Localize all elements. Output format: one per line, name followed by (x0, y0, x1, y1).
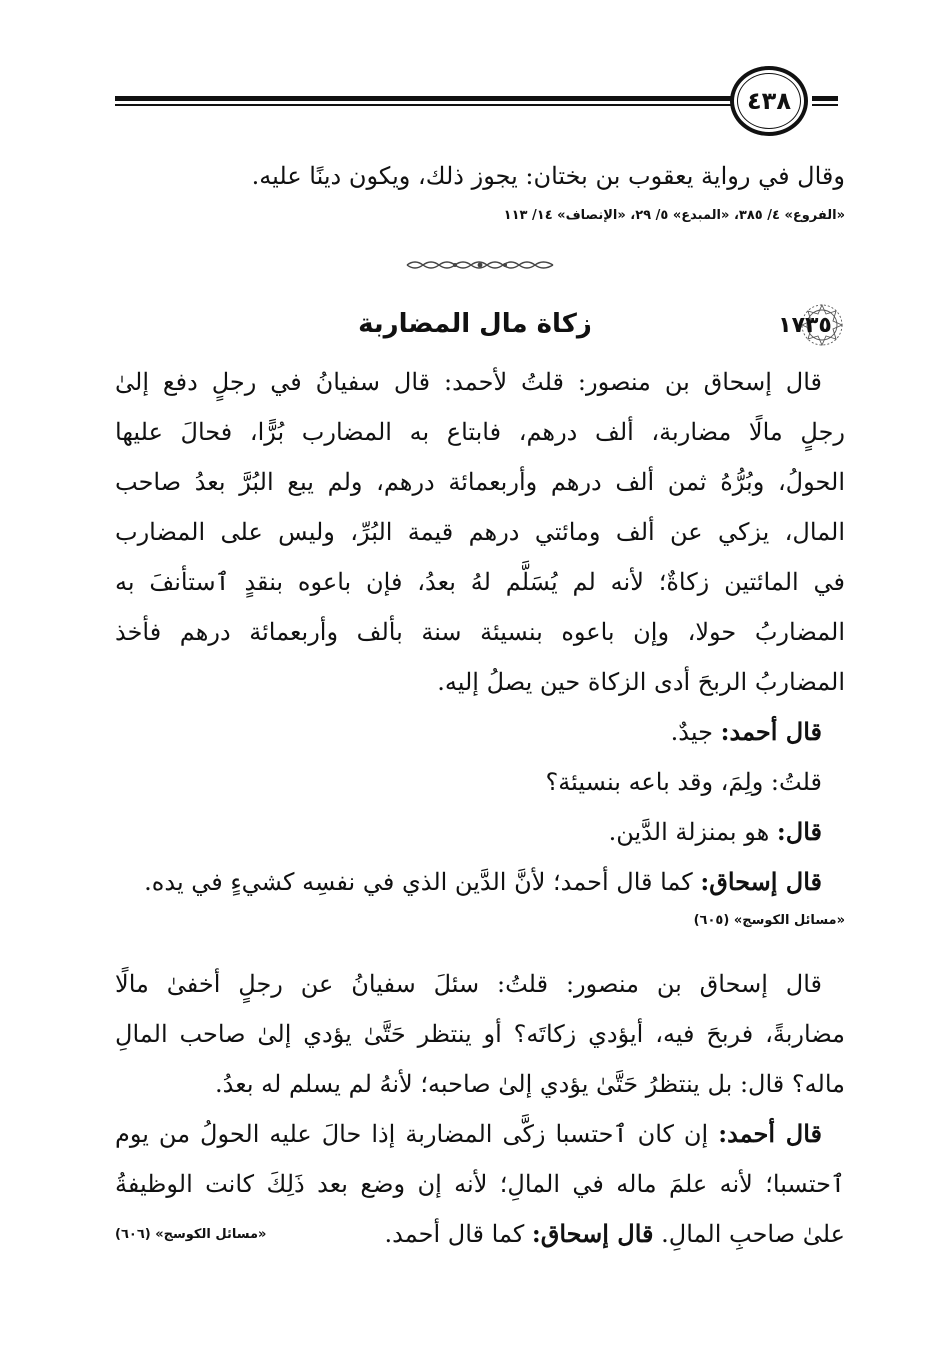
speech: كما قال أحمد؛ لأنَّ الدَّين الذي في نفسِه كشيءٍ في يده. (144, 868, 701, 896)
section-number: ١٧٣٥ (778, 312, 832, 338)
header-rule (115, 96, 735, 101)
dialogue-line (115, 712, 822, 752)
dialogue-line (115, 762, 822, 802)
paragraph1-line: الحولُ، وبُرُّهُ ثمن ألف درهم وأربعمائة درهم، ولم يبع البُرَّ بعدُ صاحب (115, 468, 845, 496)
header-rule-end-thin (812, 104, 838, 106)
citation: «مسائل الكوسج» (٦٠٦) (115, 1227, 267, 1242)
section-title: زكاة مال المضاربة (358, 309, 592, 339)
header-rule-thin (115, 104, 735, 106)
intro-citation: «الفروع» ٤/ ٣٨٥، «المبدع» ٥/ ٢٩، «الإنصاف» ١٤/ ١١٣ (503, 208, 845, 223)
dialogue-line (115, 812, 822, 852)
speech: إن كان ٱحتسبا زكَّى المضاربة إذا حالَ عليه الحولُ من يوم (115, 1120, 719, 1148)
speech: كما قال أحمد. (384, 1220, 532, 1248)
paragraph3-line (115, 1114, 822, 1154)
header-rule-end (812, 96, 838, 101)
paragraph1-line: المال، يزكي عن ألف ومائتي درهم قيمة البُرِّ، وليس على المضارب (115, 518, 845, 546)
paragraph2-line: ماله؟ قال: بل ينتظرُ حَتَّىٰ يؤدي إلىٰ صاحبه؛ لأنهُ لم يسلم له بعدُ. (215, 1070, 845, 1098)
dialogue-line (115, 862, 822, 902)
speaker: قال أحمد: (718, 1119, 822, 1148)
paragraph3-line: ٱحتسبا؛ لأنه علمَ ماله في المالِ؛ لأنه إن وضع بعد ذَلِكَ كانت الوظيفةُ (115, 1170, 845, 1198)
speech: جيدٌ. (670, 718, 721, 746)
paragraph1-line: في المائتين زكاةٌ؛ لأنه لم يُسَلَّم لهُ بعدُ، فإن باعوه بنقدٍ ٱستأنفَ به (115, 568, 845, 596)
paragraph1-line: المضاربُ حولا، وإن باعوه بنسيئة سنة بألف وأربعمائة درهم فأخذ (115, 618, 845, 646)
intro-line: وقال في رواية يعقوب بن بختان: يجوز ذلك، ويكون دينًا عليه. (251, 162, 845, 190)
speaker: قال: (776, 817, 822, 846)
paragraph1-line: رجلٍ مالًا مضاربة، ألف درهم، فابتاع به المضارب بُرًّا، فحالَ عليها (115, 418, 845, 446)
speaker: قلتُ: (770, 768, 822, 796)
speaker: قال إسحاق: (531, 1219, 654, 1248)
paragraph2-line: قال إسحاق بن منصور: قلتُ: سئلَ سفيانُ عن رجلٍ أخفىٰ مالًا (115, 970, 822, 998)
speech: علىٰ صاحبِ المالِ. (653, 1220, 845, 1248)
speech: ولِمَ، وقد باعه بنسيئة؟ (545, 768, 771, 796)
paragraph1-line: قال إسحاق بن منصور: قلتُ لأحمد: قال سفيانُ في رجلٍ دفع إلىٰ (115, 368, 822, 396)
paragraph2-line: مضاربةً، فربحَ فيه، أيؤدي زكاتَه؟ أو ينتظر حَتَّىٰ يؤدي إلىٰ صاحب المالِ (115, 1020, 845, 1048)
page-number-text: ٤٣٨ (747, 87, 791, 115)
citation: «مسائل الكوسج» (٦٠٥) (693, 913, 845, 928)
speaker: قال إسحاق: (700, 867, 822, 896)
speaker: قال أحمد: (720, 717, 822, 746)
paragraph1-line: المضاربُ الربحَ أدى الزكاة حين يصلُ إليه. (437, 668, 845, 696)
section-number-badge (760, 300, 850, 350)
speech: هو بمنزلة الدَّين. (608, 818, 777, 846)
ornament-divider (405, 258, 555, 272)
page-number (730, 66, 808, 136)
